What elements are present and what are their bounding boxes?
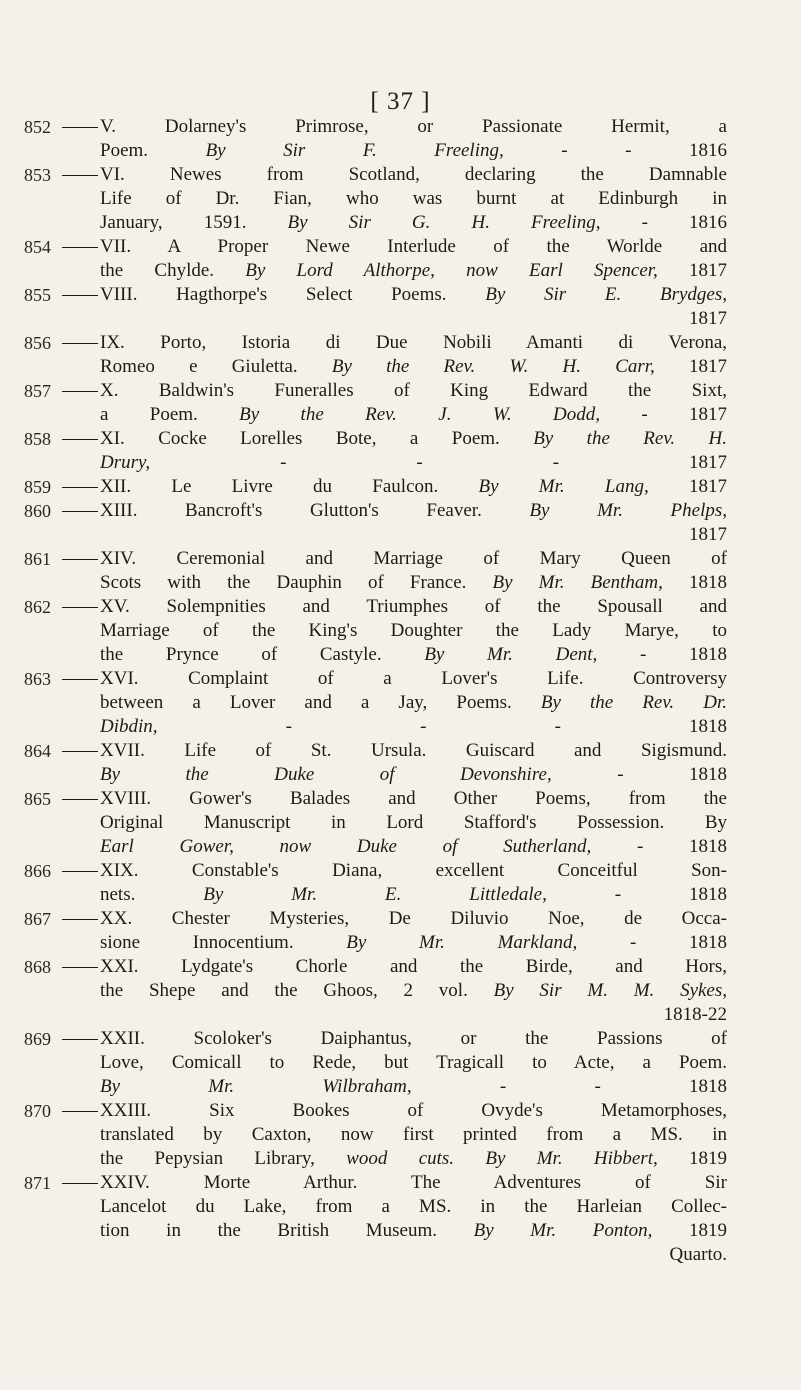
entry-line [100,1075,727,1099]
entry-text: XIV. Ceremonial and Marriage of Mary Queen of [100,548,727,569]
entry-line [100,355,727,379]
catalogue-entry [0,163,727,235]
catalogue-entry [0,667,727,739]
entry-text: - [617,764,624,785]
entry-number: 867 [24,909,51,929]
entry-text: - [285,716,292,737]
entry-dash [62,391,98,392]
entry-dash [62,1111,98,1112]
entry-line [100,595,727,619]
entry-dash [62,679,98,680]
entry-number: 856 [24,333,51,353]
entry-number: 864 [24,741,51,761]
entry-text: XI. Cocke Lorelles Bote, a Poem. [100,428,500,449]
entry-dash [62,559,98,560]
entry-text: By Mr. Dent, [424,644,598,665]
catalogue-entry [0,427,727,475]
entry-text: By Sir F. Freeling, [205,140,504,161]
entry-text: Marriage of the King's Doughter the Lady Marye, to [100,620,727,641]
entry-text: By Mr. Markland, [346,932,578,953]
entry-text: By Sir E. Brydges, [485,284,727,305]
entry-text: XV. Solempnities and Triumphes of the Spousall and [100,596,727,617]
entry-text: Dibdin, [100,716,158,737]
entry-dash [62,967,98,968]
entry-dash [62,439,98,440]
entry-text: XIX. Constable's Diana, excellent Conceitful Son- [100,860,727,881]
entry-dash [62,607,98,608]
entry-dash [62,1183,98,1184]
entry-text: between a Lover and a Jay, Poems. [100,692,512,713]
entry-line [100,187,727,211]
entry-text: - [594,1076,601,1097]
entry-number: 866 [24,861,51,881]
entry-text: 1817 [689,524,727,545]
entry-text: wood cuts. [346,1148,455,1169]
entry-dash [62,247,98,248]
catalogue-entry [0,331,727,379]
entry-text: Poem. [100,140,149,161]
entry-text: By Mr. Ponton, [473,1220,653,1241]
entry-dash [62,919,98,920]
entry-dash [62,799,98,800]
entry-text: XXI. Lydgate's Chorle and the Birde, and Hors, [100,956,727,977]
entry-text: By [704,812,727,833]
entry-number: 858 [24,429,51,449]
entry-text: Quarto. [669,1244,727,1265]
catalogue-entry [0,907,727,955]
entry-line [100,1051,727,1075]
entry-text: 1818 [689,932,727,953]
entry-line [100,907,727,931]
entry-line [100,379,727,403]
catalogue-entry [0,283,727,331]
entry-text: VIII. Hagthorpe's Select Poems. [100,284,447,305]
entry-text: Drury, [100,452,151,473]
entry-text: - [499,1076,507,1097]
entry-text: By the Rev. W. H. Carr, [331,356,655,377]
entry-text: 1817 [689,260,727,281]
entry-dash [62,343,98,344]
entry-text: 1818 [689,836,727,857]
entry-text: 1818 [689,572,727,593]
entry-text: By the Rev. Dr. [540,692,727,713]
entry-number: 859 [24,477,51,497]
entry-text: By the Rev. H. [533,428,727,449]
entry-line [100,691,727,715]
entry-line [100,1243,727,1267]
entry-line [100,283,727,307]
entry-text: - [280,452,287,473]
entry-text: Original Manuscript in Lord Stafford's Possession. [100,812,665,833]
entry-text: XVIII. Gower's Balades and Other Poems, from the [100,788,727,809]
entry-number: 862 [24,597,51,617]
entry-text: Guiscard and Sigismund. [465,740,727,761]
entry-text: By Mr. Bentham, [492,572,663,593]
entry-text: 1817 [689,356,727,377]
entry-text: the Prynce of Castyle. [100,644,382,665]
entry-text: - [416,452,423,473]
catalogue-entry [0,499,727,547]
entry-text: XXIV. Morte Arthur. [100,1172,358,1193]
catalogue-entry [0,859,727,907]
catalogue-entry [0,475,727,499]
entry-text: - [641,212,648,233]
catalogue-entry [0,787,727,859]
entry-line [100,955,727,979]
entry-text: XII. Le Livre du Faulcon. [100,476,439,497]
entry-text: sione Innocentium. [100,932,294,953]
entry-text: the Pepysian Library, [100,1148,315,1169]
entry-line [100,1219,727,1243]
catalogue-entry [0,955,727,1027]
entry-line [100,667,727,691]
entry-line [100,307,727,331]
entry-number: 868 [24,957,51,977]
entry-dash [62,871,98,872]
entry-number: 853 [24,165,51,185]
entry-text: January, 1591. [100,212,247,233]
catalogue-entry [0,547,727,595]
entry-text: nets. [100,884,136,905]
entry-text: 1818-22 [663,1004,727,1025]
entry-text: 1818 [689,764,727,785]
entry-line [100,715,727,739]
entry-line [100,1099,727,1123]
entry-text: By the Rev. J. W. Dodd, [239,404,600,425]
entry-line [100,931,727,955]
entry-number: 861 [24,549,51,569]
entry-line [100,115,727,139]
catalogue-entry [0,739,727,787]
entry-text: 1817 [689,452,727,473]
entry-text: XVI. Complaint of a Lover's Life. [100,668,584,689]
entry-text: - [614,884,622,905]
entry-text: 1819 [689,1148,727,1169]
catalogue-entry [0,1171,727,1267]
entry-line [100,811,727,835]
entry-text: - [640,644,647,665]
entry-line [100,499,727,523]
entry-text: V. Dolarney's Primrose, or Passionate Hermit, a [100,116,727,137]
entry-line [100,235,727,259]
entry-text: VI. Newes from Scotland, declaring the Damnable [100,164,727,185]
entry-text: - [641,404,648,425]
entry-text: - [420,716,427,737]
entry-text: a Poem. [100,404,198,425]
entry-text: - [629,932,637,953]
entry-text: 1818 [689,884,727,905]
entry-line [100,979,727,1003]
entry-line [100,259,727,283]
entry-line [100,1003,727,1027]
entry-dash [62,751,98,752]
entry-text: tion in the British Museum. [100,1220,437,1241]
catalogue-list [0,115,801,1267]
entry-text: 1818 [689,716,727,737]
entry-line [100,1171,727,1195]
entry-text: 1816 [689,140,727,161]
entry-line [100,451,727,475]
entry-text: - [552,452,560,473]
entry-line [100,619,727,643]
entry-text: By Mr. E. Littledale, [203,884,547,905]
entry-text: By Mr. Hibbert, [485,1148,658,1169]
entry-text: Scots with the Dauphin of France. [100,572,467,593]
entry-line [100,475,727,499]
entry-line [100,643,727,667]
entry-line [100,1195,727,1219]
entry-text: 1816 [689,212,727,233]
entry-text: By the Duke of Devonshire, [100,764,552,785]
entry-text: Controversy [633,668,727,689]
entry-line [100,331,727,355]
entry-text: the Shepe and the Ghoos, 2 vol. [100,980,468,1001]
entry-text: - [625,140,632,161]
entry-text: Love, Comicall to Rede, but Tragicall to Acte, a Poem. [100,1052,727,1073]
entry-text: 1818 [689,644,727,665]
catalogue-entry [0,379,727,427]
entry-text: translated by Caxton, now first printed from a MS. in [100,1124,727,1145]
entry-text: X. Baldwin's Funeralles of King Edward the Sixt, [100,380,727,401]
entry-line [100,523,727,547]
entry-dash [62,127,98,128]
entry-line [100,571,727,595]
entry-number: 857 [24,381,51,401]
entry-dash [62,511,98,512]
entry-dash [62,487,98,488]
entry-text: By Mr. Phelps, [529,500,727,521]
entry-text: By Lord Althorpe, now Earl Spencer, [245,260,658,281]
entry-text: Lancelot du Lake, from a MS. in the Harleian Collec- [100,1196,727,1217]
entry-line [100,139,727,163]
entry-text: Life of Dr. Fian, who was burnt at Edinburgh in [100,188,727,209]
entry-line [100,835,727,859]
catalogue-entry [0,595,727,667]
entry-text: VII. A Proper Newe Interlude of the Worlde and [100,236,727,257]
entry-text: - [636,836,644,857]
entry-number: 865 [24,789,51,809]
entry-text: 1817 [689,308,727,329]
entry-line [100,1123,727,1147]
entry-line [100,1027,727,1051]
entry-dash [62,295,98,296]
entry-text: - [561,140,568,161]
entry-number: 854 [24,237,51,257]
entry-text: 1817 [688,476,727,497]
entry-text: Earl Gower, now Duke of Sutherland, [100,836,592,857]
entry-line [100,211,727,235]
entry-text: 1819 [689,1220,727,1241]
entry-text: 1817 [689,404,727,425]
entry-text: XX. Chester Mysteries, De Diluvio Noe, de Occa- [100,908,727,929]
entry-text: - [554,716,561,737]
entry-number: 863 [24,669,51,689]
entry-line [100,787,727,811]
entry-text: XXIII. Six Bookes of Ovyde's Metamorphoses, [100,1100,727,1121]
entry-number: 855 [24,285,51,305]
entry-number: 852 [24,117,51,137]
entry-text: By Sir G. H. Freeling, [287,212,601,233]
catalogue-entry [0,1099,727,1171]
entry-text: XVII. Life of St. Ursula. [100,740,427,761]
entry-line [100,427,727,451]
entry-text: Romeo e Giuletta. [100,356,298,377]
entry-line [100,883,727,907]
entry-text: XXII. Scoloker's Daiphantus, or the Passions of [100,1028,727,1049]
entry-line [100,859,727,883]
entry-text: XIII. Bancroft's Glutton's Feaver. [100,500,482,521]
page-number: [ 37 ] [370,88,431,115]
entry-dash [62,175,98,176]
entry-text: The Adventures of Sir [411,1172,727,1193]
entry-line [100,547,727,571]
entry-line [100,163,727,187]
entry-line [100,763,727,787]
entry-dash [62,1039,98,1040]
entry-text: By Sir M. M. Sykes, [493,980,727,1001]
entry-number: 860 [24,501,51,521]
entry-text: By Mr. Lang, [478,476,649,497]
entry-number: 869 [24,1029,51,1049]
catalogue-entry [0,235,727,283]
entry-text: 1818 [689,1076,727,1097]
entry-line [100,403,727,427]
entry-number: 871 [24,1173,51,1193]
entry-line [100,739,727,763]
catalogue-entry [0,1027,727,1099]
entry-number: 870 [24,1101,51,1121]
entry-text: By Mr. Wilbraham, [100,1076,412,1097]
entry-text: the Chylde. [100,260,215,281]
entry-line [100,1147,727,1171]
catalogue-entry [0,115,727,163]
entry-text: IX. Porto, Istoria di Due Nobili Amanti di Verona, [100,332,727,353]
